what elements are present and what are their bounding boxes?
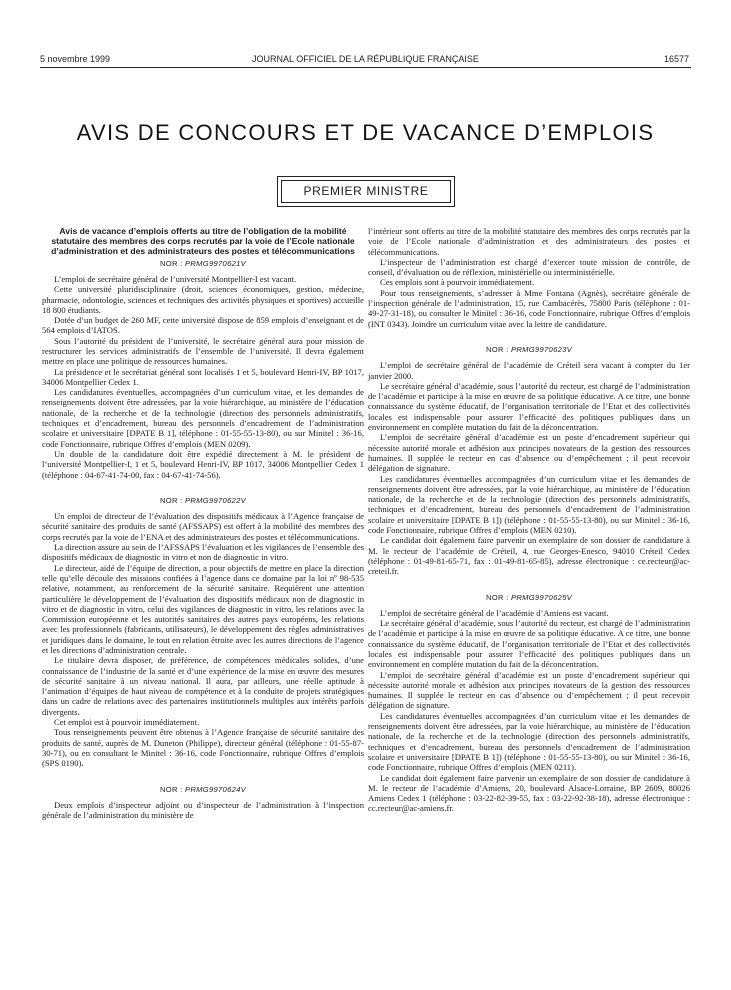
- notice-separator: [42, 480, 364, 494]
- article-title: Avis de vacance d’emplois offerts au titre de l’obligation de la mobilité statutaire des membres des corps recrutés par la voie de l’Ecole nationale d’administration et des administrateurs des postes et télécommunications: [51, 226, 355, 257]
- paragraph: Les candidatures éventuelles accompagnées d’un curriculum vitae et les demandes de renseignements doivent être adressées, par la voie hiérarchique, au ministère de l’éducation nationale, de la recherche et de la technologie (direction des personnels administratifs, techniques et d’encadrement, bureau des personnels d’encadrement de l’administration scolaire et universitaire [DPATE B 1]) (téléphone : 01-55-55-13-80), ou sur Minitel : 36-16, code Fonctionnaire, rubrique Offres d’emplois (MEN 0210).: [368, 473, 690, 536]
- nor-code: PRMG9970623V: [511, 344, 573, 354]
- page-title: AVIS DE CONCOURS ET DE VACANCE D’EMPLOIS: [76, 120, 655, 145]
- paragraph: Les candidatures éventuelles, accompagnées d’un curriculum vitae, et les demandes de renseignements doivent être adressées, par la voie hiérarchique, au ministère de l’éducation nationale, de la recherche et de la technologie (direction des personnels administratifs, techniques et d’encadrement, bureau des personnels d’encadrement de l’administration scolaire et universitaire [DPATE B 1], téléphone : 01-55-55-13-80), ou sur Minitel : 36-16, code Fonctionnaire, rubrique Offres d’emplois (MEN 0209).: [42, 387, 364, 449]
- nor-reference: [42, 259, 364, 269]
- paragraph: Cet emploi est à pourvoir immédiatement.: [54, 717, 200, 728]
- paragraph: Le secrétaire général d’académie, sous l’autorité du recteur, est chargé de l’administration de l’académie et participe à la mise en œuvre de sa politique éducative. A ce titre, une bonne connaissance du système éducatif, de l’organisation territoriale de l’Etat et des collectivités locales est indispensable pour assurer l’efficacité des politiques publiques dans un environnement en complète mutation du fait de la déconcentration.: [368, 618, 690, 670]
- nor-prefix: NOR :: [159, 258, 183, 268]
- paragraph: L’emploi de secrétaire général d’académie est un poste d’encadrement supérieur qui nécessite autorité morale et adhésion aux principes novateurs de la gestion des ressources humaines. Il supplée le recteur en cas d’absence ou d’empêchement ; il peut recevoir délégation de signature.: [368, 669, 690, 711]
- paragraph: Ces emplois sont à pourvoir immédiatement.: [380, 277, 535, 288]
- notice-block: [368, 608, 690, 814]
- paragraph: l’intérieur sont offerts au titre de la mobilité statutaire des membres des corps recrutés par la voie de l’Ecole nationale d’administration et des administrateurs des postes et télécommunications.: [368, 226, 690, 257]
- paragraph: Dotée d’un budget de 260 MF, cette université dispose de 859 emplois d’enseignant et de 564 emplois d’IATOS.: [42, 315, 364, 336]
- paragraph: L’emploi de secrétaire général d’académie est un poste d’encadrement supérieur qui nécessite autorité morale et adhésion aux principes novateurs de la gestion des ressources humaines. Il supplée le recteur en cas d’absence ou d’empêchement ; il peut recevoir délégation de signature.: [368, 432, 690, 474]
- paragraph: L’emploi de secrétaire général de l’académie d’Amiens est vacant.: [380, 607, 609, 618]
- notice-block: [42, 511, 364, 768]
- nor-reference: [368, 345, 690, 355]
- paragraph: Le candidat doit également faire parvenir un exemplaire de son dossier de candidature à M. le recteur de l’académie de Créteil, 4, rue Georges-Enesco, 94010 Créteil Cedex (téléphone : 01-49-81-65-71, fax : 01-49-81-65-85), adresse électronique : ce.recteur@ac-creteil.fr.: [368, 535, 690, 577]
- nor-prefix: NOR :: [485, 592, 509, 602]
- notice-separator: [42, 769, 364, 783]
- nor-prefix: NOR :: [159, 784, 183, 794]
- paragraph: Deux emplois d’inspecteur adjoint ou d’inspecteur de l’administration à l’inspection générale de l’administration du ministère de: [42, 799, 364, 821]
- ministry-box: [277, 176, 455, 207]
- notice-separator: [368, 577, 690, 591]
- paragraph: La présidence et le secrétariat général sont localisés 1 et 5, boulevard Henri-IV, BP 1017, 34006 Montpellier Cedex 1.: [42, 366, 364, 387]
- paragraph: Un double de la candidature doit être expédié directement à M. le président de l’université Montpellier-I, 1 et 5, boulevard Henri-IV, BP 1017, 34006 Montpellier Cedex 1 (téléphone : 04-67-41-74-00, fax : 04-67-41-74-56).: [42, 448, 364, 480]
- nor-reference: [368, 593, 690, 603]
- paragraph: Le titulaire devra disposer, de préférence, de compétences médicales solides, d’une connaissance de l’industrie de la santé et d’une expérience de la mise en œuvre des mesures de sécurité sanitaire à un niveau national. Il aura, par ailleurs, une réelle aptitude à l’animation d’équipes de haut niveau de compétence et à la conduite de projets stratégiques dans un cadre de relations avec des partenaires institutionnels multiples aux intérêts parfois divergents.: [42, 655, 364, 717]
- notice-block: [42, 274, 364, 480]
- paragraph: Sous l’autorité du président de l’université, le secrétaire général aura pour mission de restructurer les services administratifs de l’ensemble de l’université. Il devra également mettre en place une politique de ressources humaines.: [42, 335, 364, 367]
- paragraph: La direction assure au sein de l’AFSSAPS l’évaluation et les vigilances de l’ensemble des dispositifs médicaux de diagnostic in vitro et non de diagnostic in vitro.: [42, 542, 364, 563]
- notice-separator: [368, 329, 690, 343]
- nor-prefix: NOR :: [159, 495, 183, 505]
- header-rule: [40, 67, 691, 68]
- paragraph: L’emploi de secrétaire général de l’académie de Créteil sera vacant à compter du 1er janvier 2000.: [368, 360, 690, 381]
- paragraph: Un emploi de directeur de l’évaluation des dispositifs médicaux à l’Agence française de sécurité sanitaire des produits de santé (AFSSAPS) est offert à la mobilité des membres des corps recrutés par la voie de l’ENA et des administrateurs des postes et télécommunications.: [42, 511, 364, 542]
- paragraph: Le secrétaire général d’académie, sous l’autorité du recteur, est chargé de l’administration de l’académie et participe à la mise en œuvre de sa politique éducative. A ce titre, une bonne connaissance du système éducatif, de l’organisation territoriale de l’Etat et des collectivités locales est indispensable pour assurer l’efficacité des politiques publiques dans un environnement en complète mutation du fait de la déconcentration.: [368, 380, 690, 433]
- nor-code: PRMG9970625V: [511, 592, 573, 602]
- paragraph: L’inspecteur de l’administration est chargé d’exercer toute mission de contrôle, de conseil, d’évaluation ou de réflexion, ministérielle ou interministérielle.: [368, 256, 690, 278]
- nor-reference: [42, 496, 364, 506]
- header-date: 5 novembre 1999: [40, 54, 111, 64]
- ministry-label: PREMIER MINISTRE: [281, 180, 451, 203]
- header-journal-title: JOURNAL OFFICIEL DE LA RÉPUBLIQUE FRANÇAISE: [252, 54, 479, 64]
- paragraph: Les candidatures éventuelles accompagnées d’un curriculum vitae et les demandes de renseignements doivent être adressées, par la voie hiérarchique, au ministère de l’éducation nationale, de la recherche et de la technologie (direction des personnels administratifs, techniques et d’encadrement, bureau des personnels d’encadrement de l’administration scolaire et universitaire [DPATE B 1]) (téléphone : 01-55-55-13-80), ou sur Minitel : 36-16, code Fonctionnaire, rubrique Offres d’emplois (MEN 0211).: [368, 710, 690, 773]
- nor-reference: [42, 785, 364, 795]
- paragraph: Le directeur, aidé de l’équipe de direction, a pour objectifs de mettre en place la direction telle qu’elle découle des missions confiées à l’agence dans ce domaine par la loi nº 98-535 relative, notamment, au renforcement de la sécurité sanitaire. Requièrent une attention particulière le développement de l’évaluation des dispositifs médicaux non de diagnostic in vitro et de diagnostic in vitro, celui des vigilances de diagnostic in vitro, les relations avec la Commission européenne et les autorités sanitaires des autres pays européens, les relations avec les professionnels (fabricants, utilisateurs), le développement des règles administratives et juridiques dans le domaine, le tout en relation étroite avec les autres directions de l’agence et les directions d’administration centrale.: [42, 562, 364, 655]
- paragraph: L’emploi de secrétaire général de l’université Montpellier-I est vacant.: [54, 273, 297, 284]
- paragraph: Cette université pluridisciplinaire (droit, sciences économiques, gestion, médecine, pharmacie, odontologie, sciences et techniques des activités physiques et sportives) accueille 18 800 étudiants.: [42, 284, 364, 315]
- notice-block: [42, 800, 364, 821]
- notice-block: [368, 226, 690, 329]
- header-page-number: 16577: [663, 54, 689, 64]
- nor-code: PRMG9970624V: [185, 784, 247, 794]
- notice-block: [368, 360, 690, 576]
- nor-prefix: NOR :: [485, 344, 509, 354]
- left-column: [42, 226, 364, 820]
- nor-code: PRMG9970622V: [185, 495, 247, 505]
- paragraph: Tous renseignements peuvent être obtenus à l’Agence française de sécurité sanitaire des produits de santé, auprès de M. Duneton (Philippe), directeur général (téléphone : 01-55-87-30-71), ou en consultant le Minitel : 36-16, code Fonctionnaire, rubrique Offres d’emplois (SPS 0190).: [42, 727, 364, 769]
- right-column: [368, 226, 690, 814]
- paragraph: Pour tous renseignements, s’adresser à Mme Fontana (Agnès), secrétaire générale de l’inspection générale de l’administration, 15, rue Cambacérès, 75800 Paris (téléphone : 01-49-27-31-18), ou consulter le Minitel : 36-16, code Fonctionnaire, rubrique Offres d’emplois (INT 0343). Joindre un curriculum vitae avec la lettre de candidature.: [368, 287, 690, 329]
- paragraph: Le candidat doit également faire parvenir un exemplaire de son dossier de candidature à M. le recteur de l’académie d’Amiens, 20, boulevard Alsace-Lorraine, BP 2609, 80026 Amiens Cedex 1 (téléphone : 03-22-82-39-55, fax : 03-22-92-38-18), adresse électronique : cc.recteur@ac-amiens.fr.: [368, 772, 690, 814]
- nor-code: PRMG9970621V: [185, 258, 247, 268]
